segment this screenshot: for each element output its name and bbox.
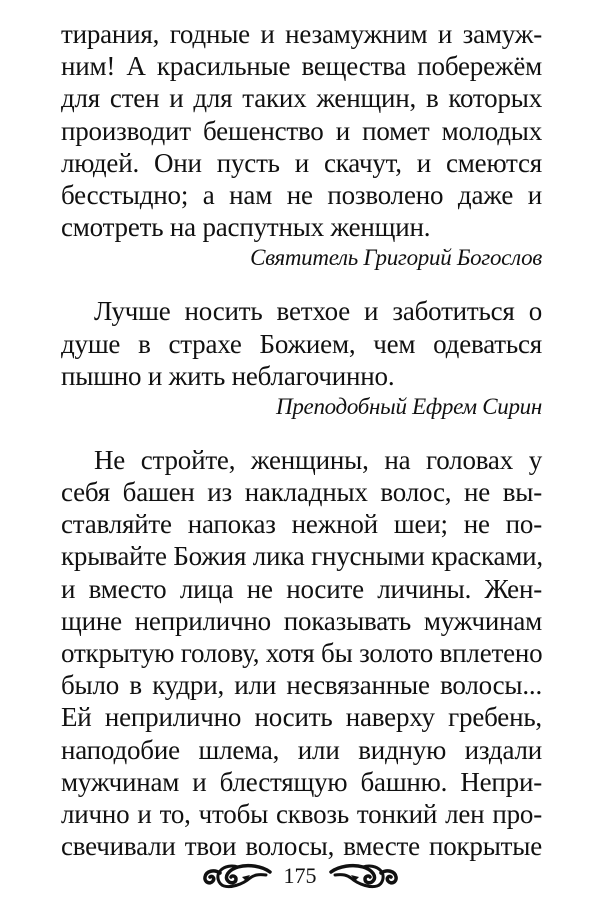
text-line: свечивали твои волосы, вместе покрытые: [61, 831, 542, 862]
page-body: [61, 18, 542, 862]
quote-attribution: Святитель Григорий Богослов: [250, 245, 542, 271]
text-line: открытую голову, хотя бы золото вплетено: [61, 638, 543, 668]
text-line: было в кудри, или несвязанные волосы...: [61, 670, 542, 701]
text-line: душе в страхе Божием, чем одеваться: [61, 328, 542, 359]
text-line: Ей неприлично носить наверху гребень,: [61, 702, 542, 733]
quote-block-ephrem: [61, 295, 542, 422]
text-line: крывайте Божия лика гнусными красками,: [61, 541, 543, 572]
scroll-ornament-left-icon: [202, 863, 272, 889]
quote-attribution: Преподобный Ефрем Сирин: [276, 393, 542, 419]
page-number: 175: [283, 863, 317, 888]
text-line: людей. Они пусть и скачут, и смеются: [61, 147, 542, 178]
paragraph-gap: [61, 273, 542, 295]
text-line: Не стройте, женщины, на головах у: [94, 444, 542, 475]
text-line: тирания, годные и незамужним и замуж-: [61, 19, 542, 49]
text-line: Лучше носить ветхое и заботиться о: [94, 296, 542, 327]
paragraph-gap: [61, 422, 542, 444]
text-line: смотреть на распутных женщин.: [61, 212, 431, 243]
scroll-ornament-right-icon: [329, 863, 399, 889]
quote-block-third: [61, 444, 542, 862]
text-line: производит бешенство и помет молодых: [61, 115, 542, 146]
text-line: наподобие шлема, или видную издали: [61, 734, 542, 765]
text-line: и вместо лица не носите личины. Жен-: [61, 573, 542, 604]
text-line: для стен и для таких женщин, в которых: [61, 83, 542, 114]
page-footer: [0, 856, 600, 896]
text-line: лично и то, чтобы сквозь тонкий лен про-: [61, 798, 542, 829]
text-line: мужчинам и блестящую башню. Непри-: [61, 766, 542, 797]
text-line: щине неприлично показывать мужчинам: [61, 605, 542, 636]
text-line: ставляйте напоказ нежной шеи; не по-: [61, 509, 542, 540]
text-line: бесстыдно; а нам не позволено даже и: [61, 179, 542, 210]
quote-block-gregory: [61, 18, 542, 273]
text-line: себя башен из накладных волос, не вы-: [61, 477, 542, 508]
text-line: пышно и жить неблагочинно.: [61, 360, 395, 391]
text-line: ним! А красильные вещества побережём: [61, 51, 542, 82]
